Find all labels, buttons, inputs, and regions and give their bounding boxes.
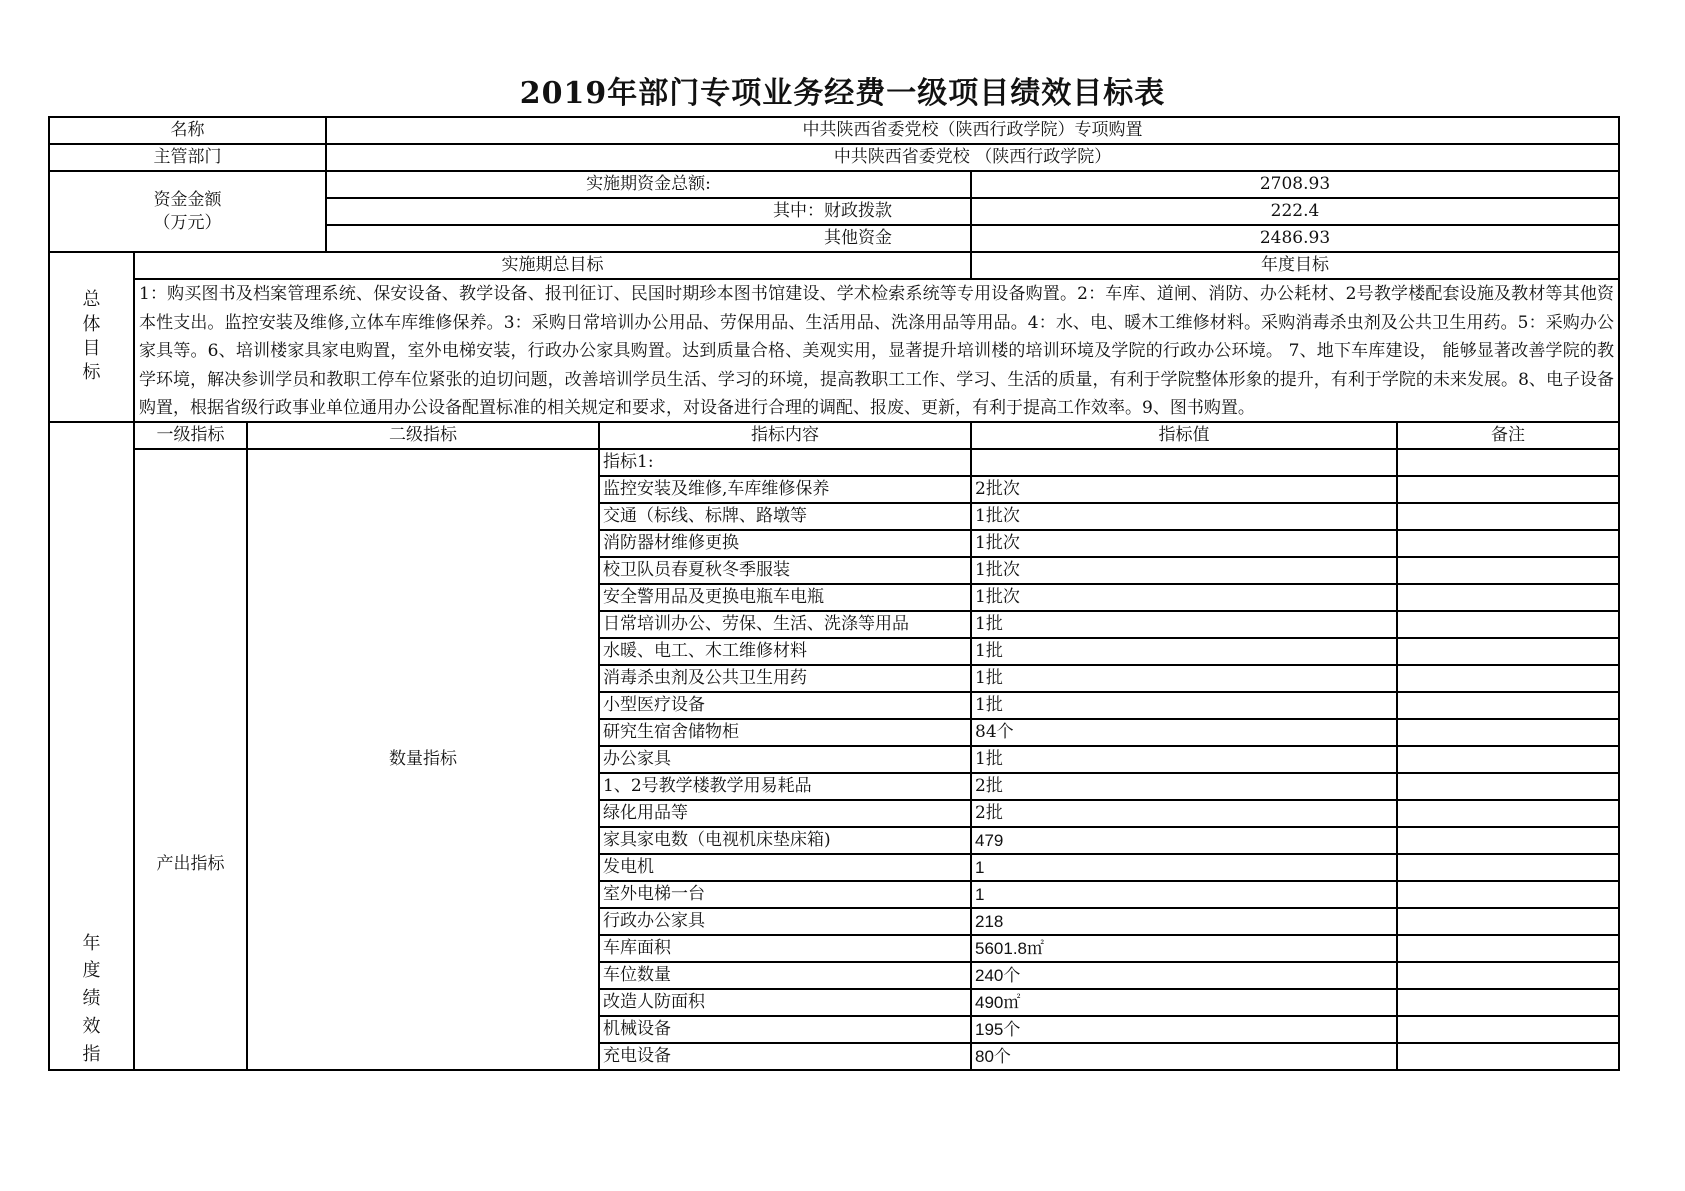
indicator-remark <box>1397 1043 1619 1070</box>
indicator-content: 消毒杀虫剂及公共卫生用药 <box>599 665 971 692</box>
indicator-content: 监控安装及维修,车库维修保养 <box>599 476 971 503</box>
side-char: 总 <box>82 289 101 311</box>
indicator-value: 1批次 <box>971 584 1397 611</box>
indicator-remark <box>1397 719 1619 746</box>
performance-goal-table <box>48 116 1620 1071</box>
funds-total-value: 2708.93 <box>971 171 1619 198</box>
indicator-value: 1批 <box>971 665 1397 692</box>
indicator-remark <box>1397 557 1619 584</box>
funds-label <box>49 171 326 252</box>
funds-fiscal-label: 其中：财政拨款 <box>326 198 971 225</box>
funds-total-label: 实施期资金总额: <box>326 171 971 198</box>
indicator-value: 80个 <box>971 1043 1397 1070</box>
name-value: 中共陕西省委党校（陕西行政学院）专项购置 <box>326 117 1619 144</box>
indicator-content: 日常培训办公、劳保、生活、洗涤等用品 <box>599 611 971 638</box>
header-level1: 一级指标 <box>134 422 247 449</box>
indicator-content: 发电机 <box>599 854 971 881</box>
indicator-remark <box>1397 692 1619 719</box>
level1-output-indicator: 产出指标 <box>134 449 247 1070</box>
indicator-content: 校卫队员春夏秋冬季服装 <box>599 557 971 584</box>
indicator-remark <box>1397 638 1619 665</box>
level2-quantity-indicator: 数量指标 <box>247 449 599 1070</box>
indicator-remark <box>1397 503 1619 530</box>
indicator-content: 车库面积 <box>599 935 971 962</box>
indicator-value: 240个 <box>971 962 1397 989</box>
indicator-value: 1批次 <box>971 530 1397 557</box>
indicator-remark <box>1397 1016 1619 1043</box>
indicator-content: 交通（标线、标牌、路墩等 <box>599 503 971 530</box>
indicator-remark <box>1397 800 1619 827</box>
indicator-value: 479 <box>971 827 1397 854</box>
indicator-content: 充电设备 <box>599 1043 971 1070</box>
indicator-content: 室外电梯一台 <box>599 881 971 908</box>
indicator-value: 1 <box>971 881 1397 908</box>
indicator-content: 绿化用品等 <box>599 800 971 827</box>
annual-indicator-side-label <box>49 422 134 1070</box>
indicator-remark <box>1397 881 1619 908</box>
indicator-value: 1批 <box>971 638 1397 665</box>
header-remark: 备注 <box>1397 422 1619 449</box>
indicator-remark <box>1397 476 1619 503</box>
side-char: 度 <box>82 960 101 982</box>
indicator-value: 1批次 <box>971 557 1397 584</box>
indicator-value: 5601.8㎡ <box>971 935 1397 962</box>
dept-value: 中共陕西省委党校 （陕西行政学院） <box>326 144 1619 171</box>
indicator-value: 1 <box>971 854 1397 881</box>
indicator-content: 车位数量 <box>599 962 971 989</box>
goal-text-cell <box>134 279 1619 422</box>
indicator-remark <box>1397 989 1619 1016</box>
indicator-remark <box>1397 611 1619 638</box>
indicator-remark <box>1397 962 1619 989</box>
funds-label-line1: 资金金额 <box>153 190 222 211</box>
goal-text: 1：购买图书及档案管理系统、保安设备、教学设备、报刊征订、民国时期珍本图书馆建设、学术检索系统等专用设备购置。2：车库、道闸、消防、办公耗材、2号教学楼配套设施及教材等其他资本性支出。监控安装及维修,立体车库维修保养。3：采购日常培训办公用品、劳保用品、生活用品、洗涤用品等用品。4：水、电、暖木工维修材料。采购消毒杀虫剂及公共卫生用药。5：采购办公家具等。6、培训楼家具家电购置，室外电梯安装，行政办公家具购置。达到质量合格、美观实用，显著提升培训楼的培训环境及学院的行政办公环境。 7、地下车库建设， 能够显著改善学院的教学环境，解决参训学员和教职工停车位紧张的迫切问题，改善培训学员生活、学习的环境，提高教职工工作、学习、生活的质量，有利于学院整体形象的提升，有利于学院的未来发展。8、电子设备购置，根据省级行政事业单位通用办公设备配置标准的相关规定和要求，对设备进行合理的调配、报废、更新，有利于提高工作效率。9、图书购置。 <box>139 284 1615 419</box>
indicator-value: 2批 <box>971 773 1397 800</box>
indicator-content: 指标1: <box>599 449 971 476</box>
indicator-value <box>971 449 1397 476</box>
indicator-content: 水暖、电工、木工维修材料 <box>599 638 971 665</box>
indicator-remark <box>1397 908 1619 935</box>
overall-goal-side-label <box>49 252 134 422</box>
indicator-content: 行政办公家具 <box>599 908 971 935</box>
period-goal-header: 实施期总目标 <box>134 252 971 279</box>
annual-goal-header: 年度目标 <box>971 252 1619 279</box>
dept-label: 主管部门 <box>49 144 326 171</box>
indicator-content: 小型医疗设备 <box>599 692 971 719</box>
funds-other-value: 2486.93 <box>971 225 1619 252</box>
indicator-content: 办公家具 <box>599 746 971 773</box>
funds-fiscal-value: 222.4 <box>971 198 1619 225</box>
side-char: 目 <box>82 338 101 359</box>
indicator-remark <box>1397 773 1619 800</box>
indicator-value: 1批 <box>971 692 1397 719</box>
indicator-value: 84个 <box>971 719 1397 746</box>
header-content: 指标内容 <box>599 422 971 449</box>
side-char: 标 <box>82 362 101 384</box>
side-char: 年 <box>82 932 101 954</box>
indicator-content: 改造人防面积 <box>599 989 971 1016</box>
indicator-value: 490㎡ <box>971 989 1397 1016</box>
indicator-content: 消防器材维修更换 <box>599 530 971 557</box>
indicator-content: 机械设备 <box>599 1016 971 1043</box>
header-level2: 二级指标 <box>247 422 599 449</box>
indicator-remark <box>1397 854 1619 881</box>
indicator-remark <box>1397 530 1619 557</box>
indicator-remark <box>1397 827 1619 854</box>
indicator-content: 安全警用品及更换电瓶车电瓶 <box>599 584 971 611</box>
side-char: 绩 <box>82 988 101 1010</box>
indicator-value: 1批次 <box>971 503 1397 530</box>
indicator-value: 1批 <box>971 746 1397 773</box>
side-char: 指 <box>82 1044 101 1066</box>
indicator-remark <box>1397 746 1619 773</box>
indicator-value: 195个 <box>971 1016 1397 1043</box>
indicator-remark <box>1397 449 1619 476</box>
header-value: 指标值 <box>971 422 1397 449</box>
indicator-content: 家具家电数（电视机床垫床箱) <box>599 827 971 854</box>
name-label: 名称 <box>49 117 326 144</box>
indicator-value: 2批 <box>971 800 1397 827</box>
indicator-remark <box>1397 584 1619 611</box>
indicator-value: 1批 <box>971 611 1397 638</box>
indicator-remark <box>1397 935 1619 962</box>
page-title: 2019年部门专项业务经费一级项目绩效目标表 <box>519 76 1166 111</box>
funds-other-label: 其他资金 <box>326 225 971 252</box>
side-char: 体 <box>82 313 101 335</box>
indicator-value: 2批次 <box>971 476 1397 503</box>
indicator-content: 1、2号教学楼教学用易耗品 <box>599 773 971 800</box>
side-char: 效 <box>82 1016 101 1038</box>
indicator-content: 研究生宿舍储物柜 <box>599 719 971 746</box>
indicator-remark <box>1397 665 1619 692</box>
indicator-value: 218 <box>971 908 1397 935</box>
funds-label-line2: （万元） <box>153 212 222 233</box>
